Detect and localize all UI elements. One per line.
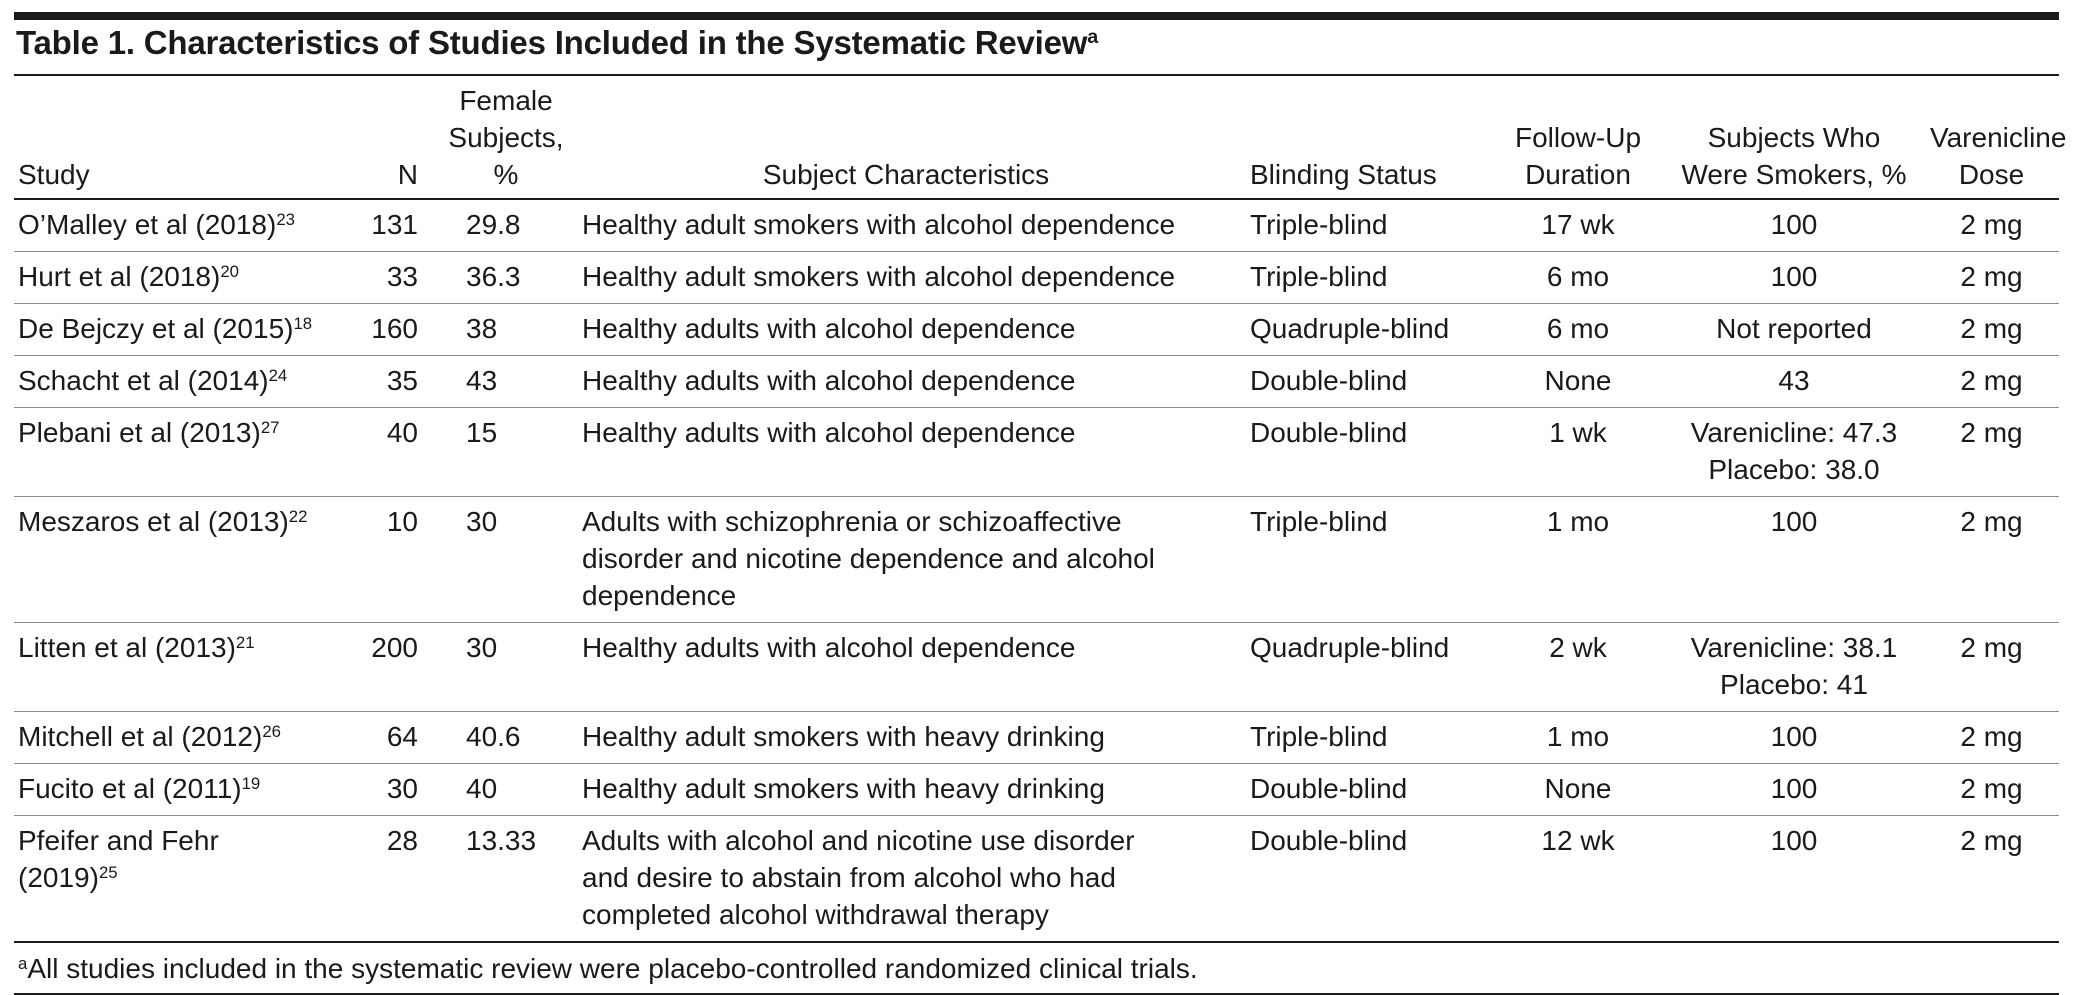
- cell-blinding: Double-blind: [1242, 764, 1492, 816]
- cell-characteristics: [570, 356, 1242, 408]
- study-text: Litten et al (2013): [18, 632, 236, 663]
- header-followup-line: Duration: [1525, 159, 1631, 190]
- header-female: [442, 76, 570, 199]
- header-female-line: Female: [459, 85, 553, 116]
- cell-n: 30: [342, 764, 442, 816]
- characteristics-line: [582, 822, 1236, 859]
- cell-followup: 1 mo: [1492, 497, 1664, 623]
- header-followup-line: Follow-Up: [1514, 122, 1642, 153]
- smokers-line: [1670, 629, 1918, 666]
- smokers-line: [1670, 451, 1918, 488]
- reference-superscript: 20: [220, 261, 239, 281]
- reference-superscript: 22: [288, 506, 308, 526]
- header-n-line: N: [397, 159, 418, 190]
- cell-smokers: [1664, 623, 1924, 712]
- smokers-text: Placebo: 41: [1720, 669, 1868, 700]
- study-text: Mitchell et al (2012): [18, 721, 263, 752]
- cell-smokers: [1664, 497, 1924, 623]
- cell-female: 30: [442, 497, 570, 623]
- cell-characteristics: [570, 304, 1242, 356]
- header-blinding-line: Blinding Status: [1250, 159, 1437, 190]
- cell-female: 40.6: [442, 712, 570, 764]
- cell-characteristics: [570, 816, 1242, 943]
- cell-n: 131: [342, 199, 442, 252]
- table-row: [14, 199, 2059, 252]
- characteristics-text: Healthy adults with alcohol dependence: [582, 417, 1076, 448]
- smokers-text: 100: [1770, 261, 1818, 292]
- cell-n: 33: [342, 252, 442, 304]
- cell-smokers: [1664, 199, 1924, 252]
- study-line: [18, 822, 336, 859]
- cell-study: [14, 816, 342, 943]
- cell-characteristics: [570, 497, 1242, 623]
- cell-n: 28: [342, 816, 442, 943]
- table-figure: [14, 12, 2067, 995]
- cell-dose: 2 mg: [1924, 497, 2059, 623]
- cell-followup: 6 mo: [1492, 304, 1664, 356]
- study-text: De Bejczy et al (2015): [18, 313, 294, 344]
- cell-dose: 2 mg: [1924, 252, 2059, 304]
- smokers-line: [1670, 310, 1918, 347]
- header-dose-line: Dose: [1958, 159, 2025, 190]
- cell-characteristics: [570, 408, 1242, 497]
- characteristics-line: [582, 577, 1236, 614]
- cell-dose: 2 mg: [1924, 199, 2059, 252]
- reference-superscript: 23: [276, 209, 296, 229]
- cell-study: [14, 497, 342, 623]
- cell-smokers: [1664, 764, 1924, 816]
- cell-followup: 17 wk: [1492, 199, 1664, 252]
- characteristics-text: Healthy adult smokers with heavy drinking: [582, 721, 1105, 752]
- table-row: [14, 252, 2059, 304]
- study-line: [18, 629, 336, 666]
- cell-blinding: Quadruple-blind: [1242, 623, 1492, 712]
- characteristics-line: [582, 503, 1236, 540]
- cell-female: 43: [442, 356, 570, 408]
- cell-smokers: [1664, 304, 1924, 356]
- cell-blinding: Double-blind: [1242, 816, 1492, 943]
- cell-characteristics: [570, 252, 1242, 304]
- characteristics-line: [582, 896, 1236, 933]
- characteristics-line: [582, 629, 1236, 666]
- cell-followup: 12 wk: [1492, 816, 1664, 943]
- reference-superscript: 21: [235, 632, 255, 652]
- smokers-line: [1670, 666, 1918, 703]
- cell-study: [14, 623, 342, 712]
- cell-dose: 2 mg: [1924, 304, 2059, 356]
- smokers-text: 100: [1770, 773, 1818, 804]
- cell-study: [14, 712, 342, 764]
- characteristics-text: and desire to abstain from alcohol who had: [582, 862, 1116, 893]
- smokers-text: Varenicline: 38.1: [1690, 632, 1898, 663]
- header-characteristics-line: Subject Characteristics: [762, 159, 1050, 190]
- study-text: Hurt et al (2018): [18, 261, 221, 292]
- characteristics-line: [582, 859, 1236, 896]
- smokers-text: Varenicline: 47.3: [1690, 417, 1898, 448]
- characteristics-line: [582, 414, 1236, 451]
- header-n: [342, 76, 442, 199]
- cell-followup: 1 wk: [1492, 408, 1664, 497]
- characteristics-text: Healthy adult smokers with alcohol dependence: [582, 209, 1176, 240]
- header-female-line: %: [493, 159, 519, 190]
- smokers-line: [1670, 414, 1918, 451]
- studies-table: [14, 76, 2067, 943]
- smokers-text: 43: [1778, 365, 1810, 396]
- cell-study: [14, 356, 342, 408]
- characteristics-text: Adults with alcohol and nicotine use disorder: [582, 825, 1135, 856]
- smokers-text: Placebo: 38.0: [1708, 454, 1880, 485]
- header-dose: [1924, 76, 2067, 199]
- cell-characteristics: [570, 764, 1242, 816]
- reference-superscript: 26: [262, 721, 282, 741]
- cell-n: 200: [342, 623, 442, 712]
- study-line: [18, 362, 336, 399]
- cell-blinding: Double-blind: [1242, 356, 1492, 408]
- characteristics-line: [582, 206, 1236, 243]
- cell-smokers: [1664, 408, 1924, 497]
- characteristics-line: [582, 258, 1236, 295]
- header-dose-line: Varenicline: [1930, 122, 2067, 153]
- header-smokers-line: Subjects Who: [1707, 122, 1881, 153]
- smokers-text: 100: [1770, 506, 1818, 537]
- cell-study: [14, 199, 342, 252]
- cell-dose: 2 mg: [1924, 356, 2059, 408]
- cell-study: [14, 252, 342, 304]
- header-characteristics: [570, 76, 1242, 199]
- characteristics-line: [582, 540, 1236, 577]
- cell-study: [14, 408, 342, 497]
- study-text: Schacht et al (2014): [18, 365, 269, 396]
- cell-blinding: Triple-blind: [1242, 497, 1492, 623]
- cell-blinding: Triple-blind: [1242, 199, 1492, 252]
- reference-superscript: 19: [241, 773, 261, 793]
- cell-blinding: Triple-blind: [1242, 712, 1492, 764]
- cell-study: [14, 764, 342, 816]
- header-followup: [1492, 76, 1664, 199]
- characteristics-text: Healthy adult smokers with alcohol dependence: [582, 261, 1176, 292]
- characteristics-text: Adults with schizophrenia or schizoaffective: [582, 506, 1122, 537]
- cell-dose: 2 mg: [1924, 623, 2059, 712]
- footnote-text: All studies included in the systematic review were placebo-controlled randomized clinical trials.: [27, 953, 1198, 984]
- study-text: Fucito et al (2011): [18, 773, 242, 804]
- characteristics-line: [582, 362, 1236, 399]
- footnote-marker: a: [18, 953, 28, 973]
- study-text: O’Malley et al (2018): [18, 209, 277, 240]
- cell-blinding: Triple-blind: [1242, 252, 1492, 304]
- characteristics-line: [582, 770, 1236, 807]
- reference-superscript: 18: [293, 313, 313, 333]
- cell-followup: None: [1492, 356, 1664, 408]
- study-line: [18, 503, 336, 540]
- study-line: [18, 258, 336, 295]
- characteristics-text: completed alcohol withdrawal therapy: [582, 899, 1049, 930]
- smokers-line: [1670, 718, 1918, 755]
- study-line: [18, 718, 336, 755]
- header-smokers-line: Were Smokers, %: [1681, 159, 1907, 190]
- study-line: [18, 770, 336, 807]
- table-row: [14, 816, 2059, 943]
- table-title: [14, 20, 2059, 76]
- table-row: [14, 408, 2059, 497]
- characteristics-line: [582, 718, 1236, 755]
- smokers-text: Not reported: [1716, 313, 1872, 344]
- header-row: [14, 76, 2059, 199]
- study-text: Meszaros et al (2013): [18, 506, 289, 537]
- smokers-line: [1670, 206, 1918, 243]
- characteristics-text: Healthy adult smokers with heavy drinking: [582, 773, 1105, 804]
- study-text: (2019): [18, 862, 99, 893]
- smokers-line: [1670, 770, 1918, 807]
- study-line: [18, 414, 336, 451]
- cell-female: 15: [442, 408, 570, 497]
- cell-female: 30: [442, 623, 570, 712]
- header-study-line: Study: [18, 159, 90, 190]
- study-text: Plebani et al (2013): [18, 417, 261, 448]
- reference-superscript: 25: [98, 862, 118, 882]
- cell-characteristics: [570, 712, 1242, 764]
- cell-dose: 2 mg: [1924, 816, 2059, 943]
- smokers-line: [1670, 503, 1918, 540]
- table-row: [14, 304, 2059, 356]
- smokers-line: [1670, 258, 1918, 295]
- cell-characteristics: [570, 623, 1242, 712]
- table-body: [14, 199, 2059, 942]
- cell-study: [14, 304, 342, 356]
- study-line: [18, 859, 336, 896]
- cell-blinding: Quadruple-blind: [1242, 304, 1492, 356]
- cell-n: 64: [342, 712, 442, 764]
- characteristics-text: disorder and nicotine dependence and alcohol: [582, 543, 1155, 574]
- study-line: [18, 310, 336, 347]
- characteristics-text: dependence: [582, 580, 737, 611]
- header-female-line: Subjects,: [448, 122, 564, 153]
- cell-smokers: [1664, 816, 1924, 943]
- cell-n: 40: [342, 408, 442, 497]
- reference-superscript: 27: [260, 417, 280, 437]
- characteristics-text: Healthy adults with alcohol dependence: [582, 632, 1076, 663]
- top-rule: [14, 12, 2059, 20]
- table-row: [14, 764, 2059, 816]
- smokers-line: [1670, 362, 1918, 399]
- table-footnote: [14, 943, 2059, 995]
- header-blinding: [1242, 76, 1492, 199]
- cell-dose: 2 mg: [1924, 408, 2059, 497]
- cell-female: 36.3: [442, 252, 570, 304]
- table-row: [14, 497, 2059, 623]
- table-row: [14, 623, 2059, 712]
- reference-superscript: 24: [268, 365, 288, 385]
- smokers-text: 100: [1770, 721, 1818, 752]
- cell-female: 40: [442, 764, 570, 816]
- cell-smokers: [1664, 356, 1924, 408]
- cell-n: 10: [342, 497, 442, 623]
- table-title-text: Table 1. Characteristics of Studies Included in the Systematic Review: [16, 24, 1088, 61]
- cell-female: 38: [442, 304, 570, 356]
- smokers-line: [1670, 822, 1918, 859]
- characteristics-line: [582, 310, 1236, 347]
- header-study: [14, 76, 342, 199]
- cell-female: 29.8: [442, 199, 570, 252]
- characteristics-text: Healthy adults with alcohol dependence: [582, 365, 1076, 396]
- characteristics-text: Healthy adults with alcohol dependence: [582, 313, 1076, 344]
- table-row: [14, 356, 2059, 408]
- cell-blinding: Double-blind: [1242, 408, 1492, 497]
- smokers-text: 100: [1770, 825, 1818, 856]
- study-text: Pfeifer and Fehr: [18, 825, 219, 856]
- cell-dose: 2 mg: [1924, 712, 2059, 764]
- header-smokers: [1664, 76, 1924, 199]
- cell-n: 35: [342, 356, 442, 408]
- cell-n: 160: [342, 304, 442, 356]
- smokers-text: 100: [1770, 209, 1818, 240]
- table-row: [14, 712, 2059, 764]
- cell-female: 13.33: [442, 816, 570, 943]
- cell-characteristics: [570, 199, 1242, 252]
- cell-followup: 2 wk: [1492, 623, 1664, 712]
- cell-followup: 1 mo: [1492, 712, 1664, 764]
- cell-dose: 2 mg: [1924, 764, 2059, 816]
- cell-smokers: [1664, 712, 1924, 764]
- cell-followup: None: [1492, 764, 1664, 816]
- cell-followup: 6 mo: [1492, 252, 1664, 304]
- study-line: [18, 206, 336, 243]
- title-footnote-marker: a: [1087, 26, 1099, 49]
- cell-smokers: [1664, 252, 1924, 304]
